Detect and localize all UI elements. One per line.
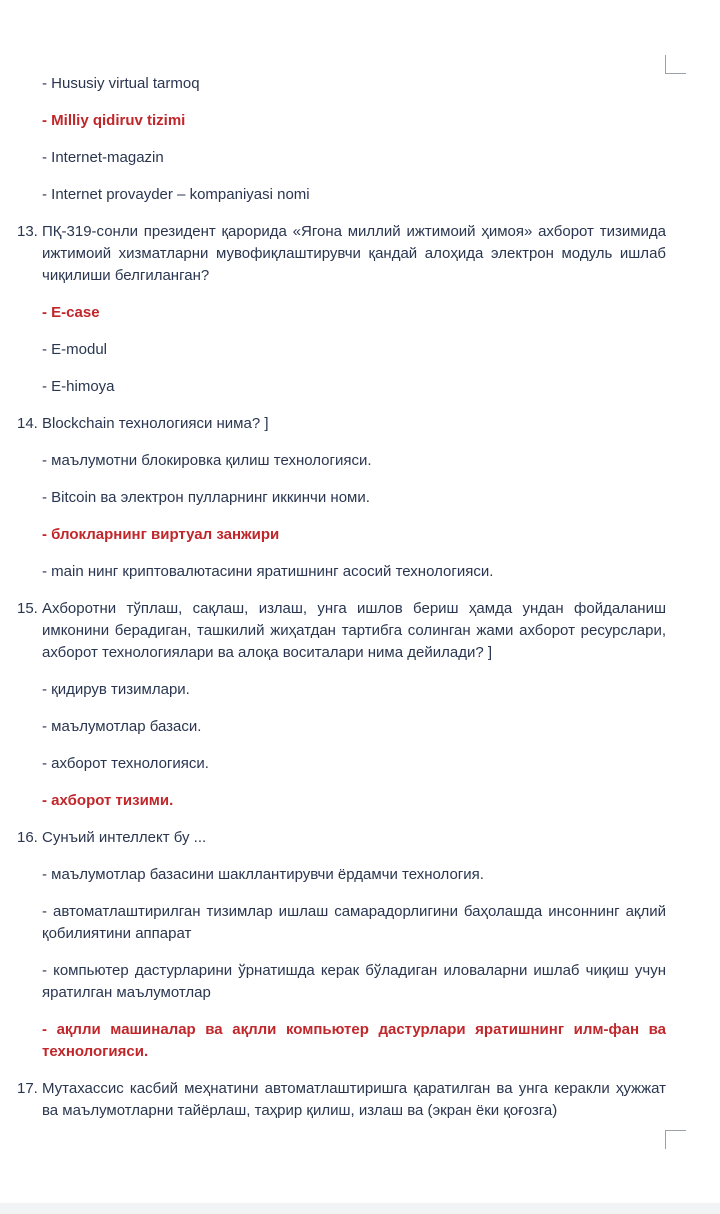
page-bottom-edge [0, 1203, 720, 1214]
option-item-correct: - блокларнинг виртуал занжири [42, 526, 280, 543]
question-text: Сунъий интеллект бу ... [42, 829, 207, 846]
page-corner-mark-bottom [665, 1130, 686, 1149]
option-item-correct: - Milliy qidiruv tizimi [42, 112, 186, 129]
question-number: 16. [17, 829, 38, 846]
option-item: - компьютер дастурларини ўрнатишда керак бўладиган иловаларни ишлаб чиқиш учун яратилган маълумотлар [42, 962, 666, 1001]
option-item: - қидирув тизимлари. [42, 681, 190, 698]
option-item: - ахборот технологияси. [42, 755, 209, 772]
question-number: 13. [17, 223, 38, 240]
option-item: - маълумотни блокировка қилиш технологияси. [42, 452, 372, 469]
option-item: - Internet-magazin [42, 149, 164, 166]
option-item: - автоматлаштирилган тизимлар ишлаш самарадорлигини баҳолашда инсоннинг ақлий қобилиятини аппарат [42, 903, 666, 942]
option-item: - E-modul [42, 341, 108, 358]
option-item-correct: - ақлли машиналар ва ақлли компьютер дастурлари яратишнинг илм-фан ва технологияси. [42, 1021, 666, 1060]
option-item: - Bitcoin ва электрон пулларнинг иккинчи номи. [42, 489, 370, 506]
question-text: Ахборотни тўплаш, сақлаш, излаш, унга ишлов бериш ҳамда ундан фойдаланиш имконини берадиган, ташкилий жиҳатдан тартибга солинган жами ахборот ресурслари, ахборот технологиялари ва алоқа воситалари нима дейилади? ] [42, 600, 666, 661]
question-number: 14. [17, 415, 38, 432]
option-item: - маълумотлар базаси. [42, 718, 202, 735]
option-item-correct: - ахборот тизими. [42, 792, 174, 809]
question-text: ПҚ-319-сонли президент қарорида «Ягона миллий ижтимоий ҳимоя» ахборот тизимида ижтимоий хизматларни мувофиқлаштирувчи қандай алоҳида электрон модуль ишлаб чиқилиши белгиланган? [42, 223, 666, 284]
question-number: 15. [17, 600, 38, 617]
option-item: - Hususiy virtual tarmoq [42, 75, 200, 92]
option-item: - E-himoya [42, 378, 115, 395]
question-text: Мутахассис касбий меҳнатини автоматлаштиришга қаратилган ва унга керакли ҳужжат ва маълумотларни тайёрлаш, таҳрир қилиш, излаш ва (экран ёки қоғозга) [42, 1080, 666, 1119]
option-item: - Internet provayder – kompaniyasi nomi [42, 186, 310, 203]
page-corner-mark-top [665, 55, 686, 74]
option-item: - main нинг криптовалютасини яратишнинг асосий технологияси. [42, 563, 494, 580]
option-item: - маълумотлар базасини шакллантирувчи ёрдамчи технология. [42, 866, 484, 883]
question-number: 17. [17, 1080, 38, 1097]
question-text: Blockchain технологияси нима? ] [42, 415, 269, 432]
option-item-correct: - E-case [42, 304, 100, 321]
